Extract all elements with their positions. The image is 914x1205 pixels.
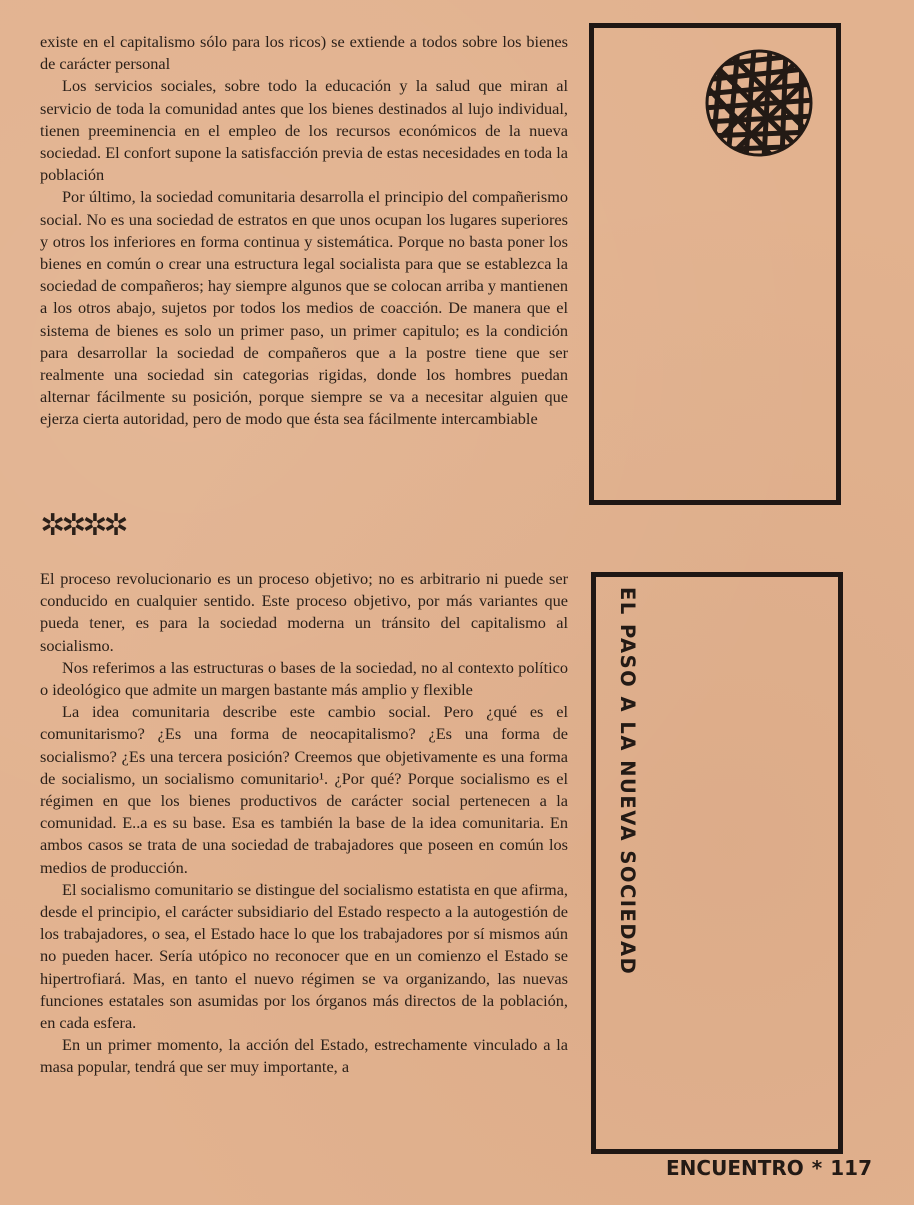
sidebar-title-frame [591,572,843,1154]
section-title: EL PASO A LA NUEVA SOCIEDAD [616,587,639,976]
paragraph: Por último, la sociedad comunitaria desarrolla el principio del compañerismo social. No es una sociedad de estratos en que unos ocupan los lugares superiores y otros los inferiores en forma continua y sistemática. Porque no basta poner los bienes en común o crear una estructura legal socialista para que se establezca la sociedad de compañeros; hay siempre algunos que se colocan arriba y mantienen a los otros abajo, sujetos por todos los medios de coacción. De manera que el sistema de bienes es solo un primer paso, un primer capitulo; es la condición para desarrollar la sociedad de compañeros que a la postre tiene que ser realmente una sociedad sin categorias rigidas, donde los hombres puedan alternar fácilmente su posición, porque siempre se va a necesitar alguien que ejerza cierta autoridad, pero de modo que ésta sea fácilmente intercambiable [40,187,568,429]
paragraph: La idea comunitaria describe este cambio social. Pero ¿qué es el comunitarismo? ¿Es una forma de neocapitalismo? ¿Es una forma de socialismo? ¿Es una tercera posición? Creemos que objetivamente es una forma de socialismo, un socialismo comunitario¹. ¿Por qué? Porque socialismo es el régimen en que los bienes productivos de carácter social pertenecen a la comunidad. E..a es su base. Esa es también la base de la idea comunitaria. En ambos casos se trata de una sociedad de trabajadores que poseen en común los medios de producción. [40,702,568,877]
paragraph: El socialismo comunitario se distingue del socialismo estatista en que afirma, desde el principio, el carácter subsidiario del Estado respecto a la autogestión de los trabajadores, o sea, el Estado hace lo que los trabajadores por sí mismos aún no pueden hacer. Sería utópico no reconocer que en un comienzo el Estado se hipertrofiará. Mas, en tanto el nuevo régimen se va organizando, las nuevas funciones estatales son asumidas por los órganos más directos de la población, en cada esfera. [40,879,568,1033]
paragraph: Nos referimos a las estructuras o bases de la sociedad, no al contexto político o ideológico que admite un margen bastante más amplio y flexible [40,657,568,700]
article-column-bottom [40,568,568,1079]
paragraph: Los servicios sociales, sobre todo la educación y la salud que miran al servicio de toda la comunidad antes que los bienes destinados al lujo individual, tienen preeminencia en el empleo de los recursos económicos de la nueva sociedad. El confort supone la satisfacción previa de estas necesidades en toda la población [40,76,568,185]
page-footer [666,1156,872,1180]
illustration-frame [589,23,841,505]
section-separator: ✲✲✲✲ [40,508,125,543]
paragraph: En un primer momento, la acción del Estado, estrechamente vinculado a la masa popular, tendrá que ser muy importante, a [40,1035,568,1077]
paragraph: El proceso revolucionario es un proceso objetivo; no es arbitrario ni puede ser conducido en cualquier sentido. Este proceso objetivo, por más variantes que pueda tener, es para la sociedad moderna un tránsito del capitalismo al socialismo. [40,569,568,655]
paragraph: existe en el capitalismo sólo para los ricos) se extiende a todos sobre los bienes de carácter personal [40,32,568,74]
globe-scribble-icon [702,46,816,160]
star-icon: * [811,1156,823,1180]
page-number: 117 [830,1156,872,1180]
magazine-name: ENCUENTRO [666,1156,804,1180]
article-column-top [40,31,568,431]
